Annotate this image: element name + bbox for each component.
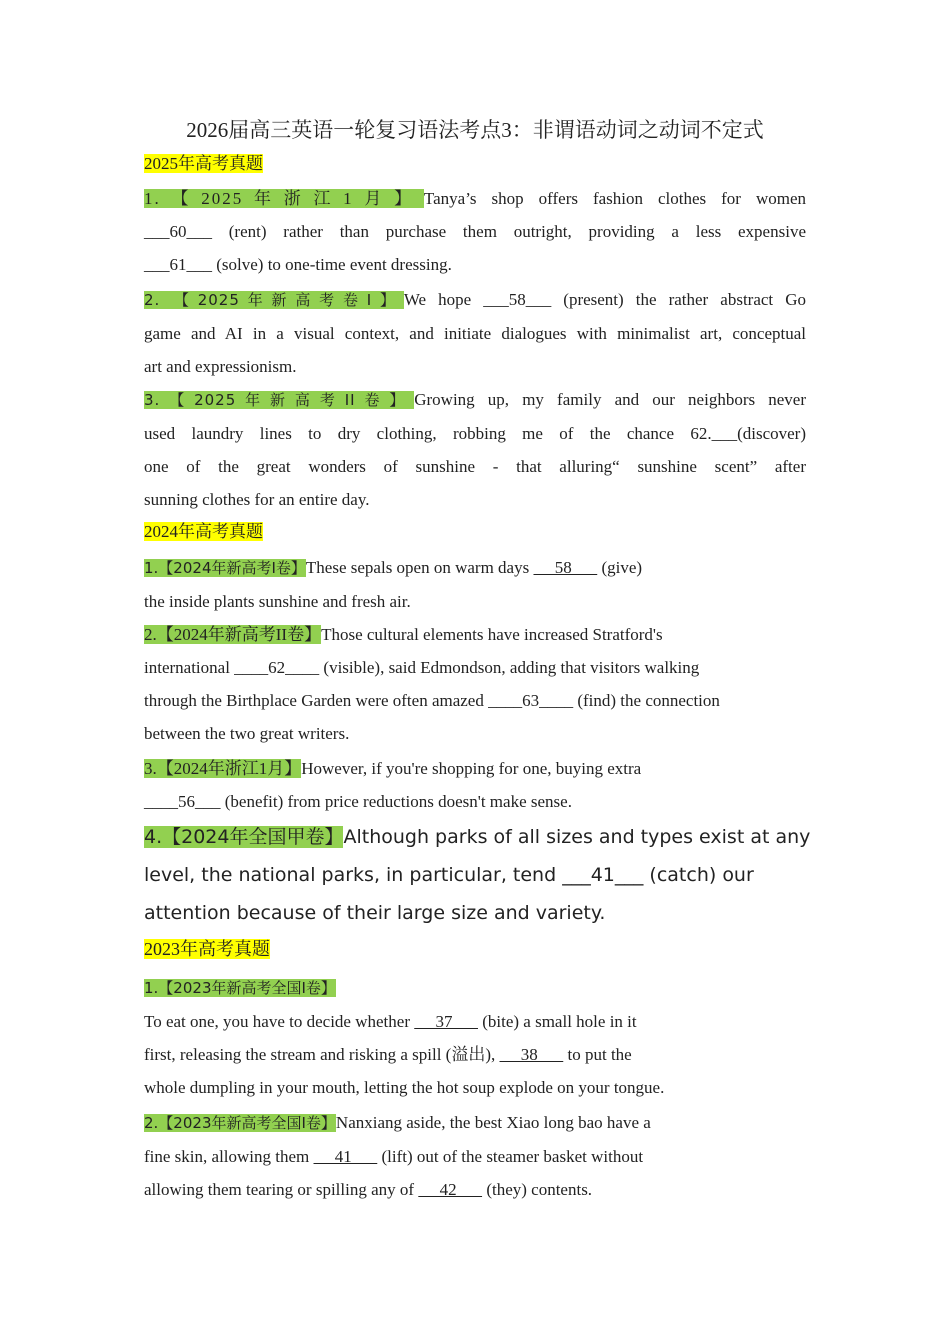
page-title: 2026届高三英语一轮复习语法考点3：非谓语动词之动词不定式 (186, 118, 764, 142)
section-heading-2023: 2023年高考真题 (144, 939, 270, 959)
question-source: 2.【2023年新高考全国Ⅰ卷】 (144, 1114, 336, 1132)
section-heading-2024: 2024年高考真题 (144, 522, 263, 541)
answer-blank: 37 (414, 1012, 478, 1031)
question-2024-2: 2.【2024年新高考II卷】Those cultural elements have increased Stratford's international ____62____ (visible), said Edmondson, adding that visitors walking through the Birthplace Garden were often amazed ____63____ (find) the connection between the two great writers. (144, 625, 720, 743)
answer-blank: 42 (418, 1180, 483, 1199)
question-source: 1.【2025年浙江1月】 (144, 189, 424, 208)
question-2025-1: 1.【2025年浙江1月】Tanya’s shop offers fashion clothes for women ___60___ (rent) rather than purchase them outright, providing a less expensive ___61___ (solve) to one-time event dressing. (144, 189, 806, 274)
question-2023-1: 1.【2023年新高考全国Ⅰ卷】 To eat one, you have to decide whether 37 (bite) a small hole in it first, releasing the stream and risking a spill (溢出), 38 to put the whole dumpling in your mouth, letting the hot soup explode on your tongue. (144, 979, 665, 1097)
question-2023-2: 2.【2023年新高考全国Ⅰ卷】Nanxiang aside, the best Xiao long bao have a fine skin, allowing them 41 (lift) out of the steamer basket without allowing them tearing or spilling any of 42 (they) contents. (144, 1113, 651, 1199)
question-source: 2.【2024年新高考II卷】 (144, 625, 322, 644)
question-source: 3.【2024年浙江1月】 (144, 759, 302, 778)
question-2024-4: 4.【2024年全国甲卷】Although parks of all sizes and types exist at any level, the national parks, in particular, tend ___41___ (catch) our attention because of their large size and variety. (144, 826, 811, 924)
question-source: 1.【2023年新高考全国Ⅰ卷】 (144, 979, 336, 997)
answer-blank: 38 (499, 1045, 564, 1064)
question-source: 4.【2024年全国甲卷】 (144, 826, 344, 848)
question-source: 1.【2024年新高考Ⅰ卷】 (144, 559, 306, 577)
question-2024-3: 3.【2024年浙江1月】However, if you're shopping for one, buying extra ____56___ (benefit) from price reductions doesn't make sense. (144, 759, 642, 811)
question-2025-3: 3.【2025年新高考II卷】Growing up, my family and our neighbors never used laundry lines to dry clothing, robbing me of the chance 62.___(discover) one of the great wonders of sunshine - that alluring“ sunshine scent” after sunning clothes for an entire day. (144, 390, 806, 509)
answer-blank: 41 (313, 1147, 378, 1166)
answer-blank: 58 (533, 558, 598, 577)
question-source: 2. 【2025年新高考卷Ⅰ】 (144, 291, 404, 309)
section-heading-2025: 2025年高考真题 (144, 154, 263, 173)
question-source: 3.【2025年新高考II卷】 (144, 391, 415, 409)
question-2025-2: 2. 【2025年新高考卷Ⅰ】We hope ___58___ (present) the rather abstract Go game and AI in a visual context, and initiate dialogues with minimalist art, conceptual art and expressionism. (144, 290, 806, 376)
question-2024-1: 1.【2024年新高考Ⅰ卷】These sepals open on warm days 58 (give) the inside plants sunshine and fresh air. (144, 558, 643, 611)
